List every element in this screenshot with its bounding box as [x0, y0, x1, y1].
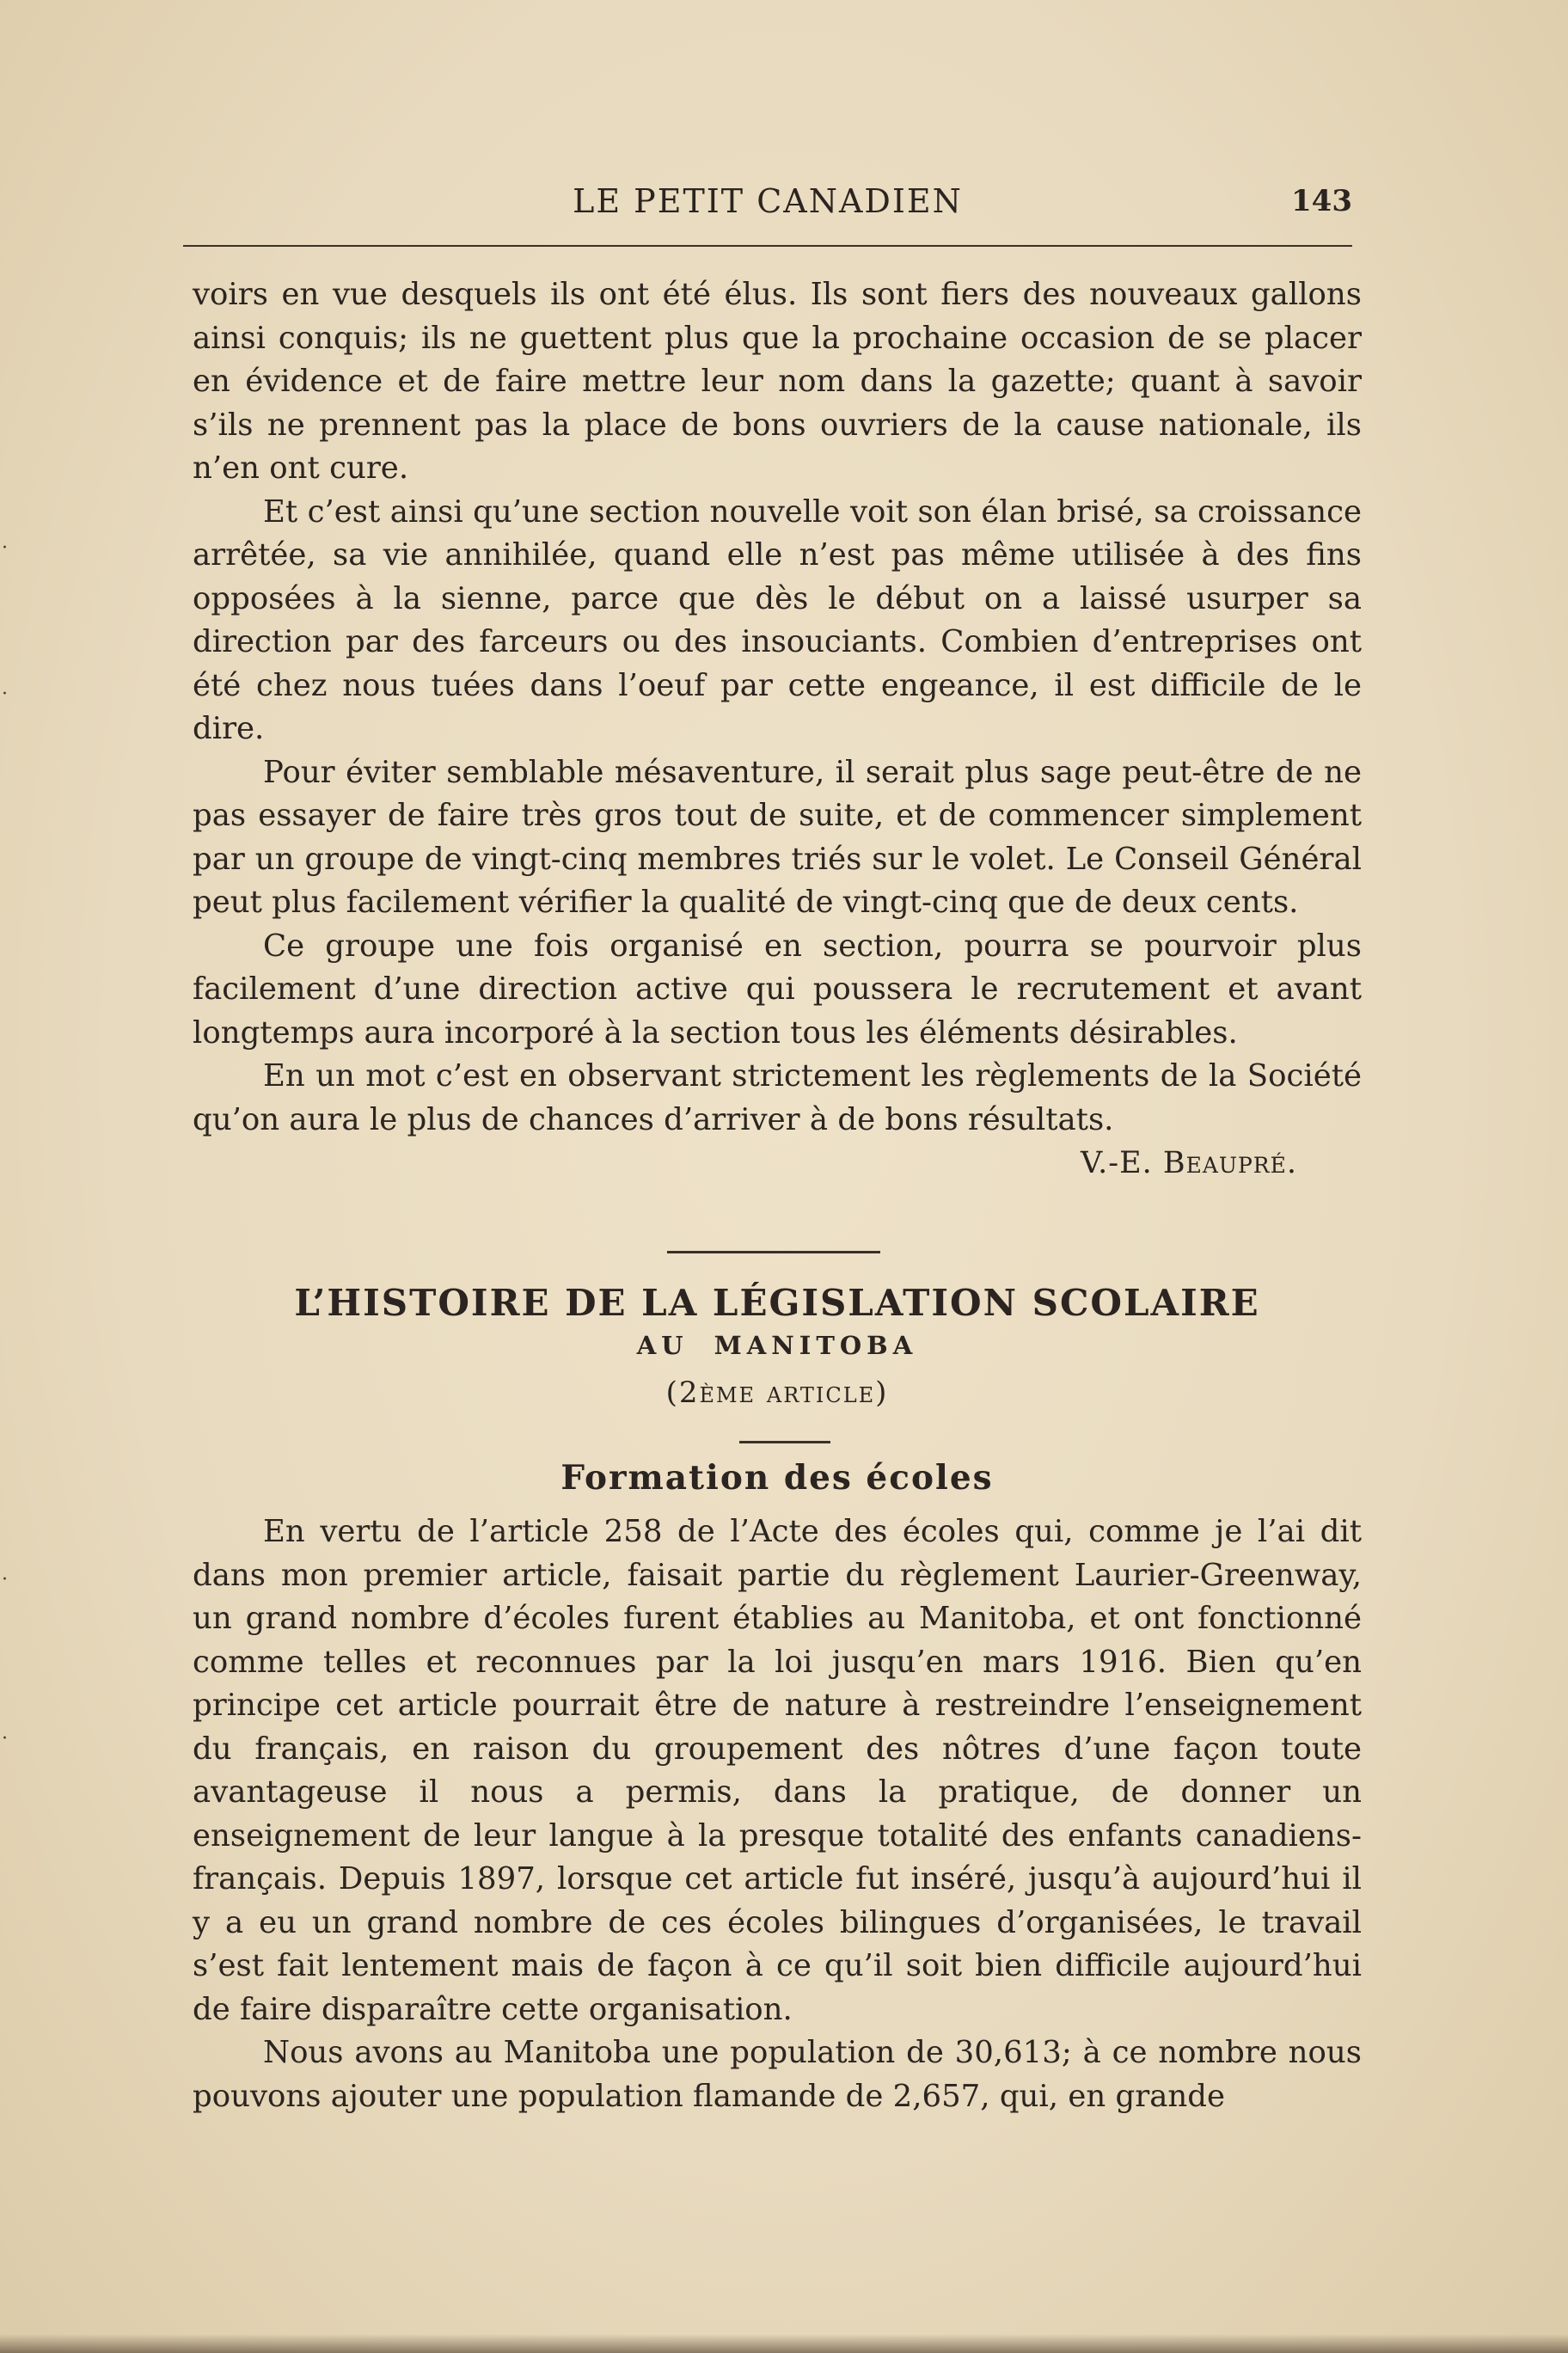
article-title: L’HISTOIRE DE LA LÉGISLATION SCOLAIRE: [294, 1282, 1260, 1324]
margin-mark: ·: [2, 1728, 8, 1749]
article-continuation: [193, 273, 1362, 1185]
section-title: Formation des écoles: [560, 1458, 994, 1498]
running-title: LE PETIT CANADIEN: [573, 182, 963, 220]
article-number: [193, 1373, 1362, 1412]
running-head: [183, 182, 1352, 234]
paragraph: Et c’est ainsi qu’une section nouvelle voit son élan brisé, sa croissance arrêtée, sa vie annihilée, quand elle n’est pas même utilisée à des fins opposées à la sienne, parce que dès le début on a laissé usurper sa direction par des farceurs ou des insouciants. Combien d’entreprises ont été chez nous tuées dans l’oeuf par cette engeance, il est difficile de le dire.: [193, 493, 1362, 746]
article-subtitle: AU MANITOBA: [636, 1331, 918, 1360]
paragraph: Pour éviter semblable mésaventure, il serait plus sage peut-être de ne pas essayer de faire très gros tout de suite, et de commencer simplement par un groupe de vingt-cinq membres triés sur le volet. Le Conseil Général peut plus facilement vérifier la qualité de vingt-cinq que de deux cents.: [193, 754, 1362, 920]
page-edge-shadow: [0, 2334, 1568, 2353]
page-number: 143: [1291, 184, 1352, 218]
title-divider: [739, 1441, 830, 1443]
paragraph: voirs en vue desquels ils ont été élus. Ils sont fiers des nouveaux gallons ainsi conquis; ils ne guettent plus que la prochaine occasion de se placer en évidence et de faire mettre leur nom dans la gazette; quant à savoir s’ils ne prennent pas la place de bons ouvriers de la cause nationale, ils n’en ont cure.: [193, 277, 1362, 486]
margin-mark: ·: [2, 537, 8, 559]
margin-mark: ·: [2, 683, 8, 705]
paragraph: En un mot c’est en observant strictement les règlements de la Société qu’on aura le plus de chances d’arriver à de bons résultats.: [193, 1058, 1362, 1137]
article-number-text: (2ème article): [665, 1376, 889, 1410]
margin-mark: ·: [2, 1569, 8, 1590]
header-rule: [183, 245, 1352, 247]
section-divider: [667, 1251, 880, 1253]
paragraph: Ce groupe une fois organisé en section, pourra se pourvoir plus facilement d’une direction active qui poussera le recrutement et avant longtemps aura incorporé à la section tous les éléments désirables.: [193, 928, 1362, 1051]
paragraph: Nous avons au Manitoba une population de 30,613; à ce nombre nous pouvons ajouter une population flamande de 2,657, qui, en grande: [193, 2035, 1362, 2114]
article-body: [193, 1510, 1362, 2118]
paragraph: En vertu de l’article 258 de l’Acte des écoles qui, comme je l’ai dit dans mon premier article, faisait partie du règlement Laurier-Greenway, un grand nombre d’écoles furent établies au Manitoba, et ont fonctionné comme telles et reconnues par la loi jusqu’en mars 1916. Bien qu’en principe cet article pourrait être de nature à restreindre l’enseignement du français, en raison du groupement des nôtres d’une façon toute avantageuse il nous a permis, dans la pratique, de donner un enseignement de leur langue à la presque totalité des enfants canadiens-français. Depuis 1897, lorsque cet article fut inséré, jusqu’à aujourd’hui il y a eu un grand nombre de ces écoles bilingues d’organisées, le travail s’est fait lentement mais de façon à ce qu’il soit bien difficile aujourd’hui de faire disparaître cette organisation.: [193, 1514, 1362, 2027]
signature-text: V.-E. Beaupré.: [1080, 1146, 1297, 1180]
author-signature: [193, 1142, 1362, 1185]
